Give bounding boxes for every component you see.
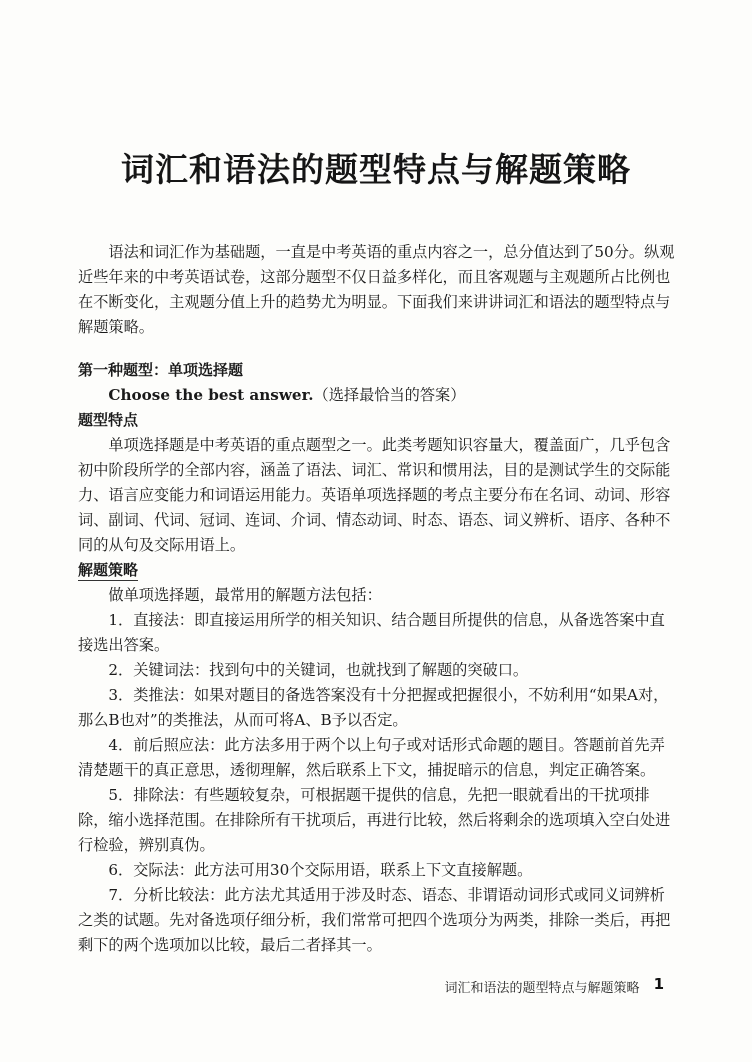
method-item: 1．直接法：即直接运用所学的相关知识、结合题目所提供的信息，从备选答案中直接选出答案。 [78,611,665,654]
instruction-english: Choose the best answer. [108,386,314,404]
method-item: 4．前后照应法：此方法多用于两个以上句子或对话形式命题的题目。答题前首先弄清楚题干的真正意思，透彻理解，然后联系上下文，捕捉暗示的信息，判定正确答案。 [78,736,665,779]
strategy-heading-row [78,558,678,583]
method-item: 6．交际法：此方法可用30个交际用语，联系上下文直接解题。 [108,861,533,879]
features-heading-row [78,408,678,433]
instruction-line [78,383,678,408]
features-paragraph: 单项选择题是中考英语的重点题型之一。此类考题知识容量大，覆盖面广，几乎包含初中阶段所学的全部内容，涵盖了语法、词汇、常识和惯用法，目的是测试学生的交际能力、语言应变能力和词语运用能力。英语单项选择题的考点主要分布在名词、动词、形容词、副词、代词、冠词、连词、介词、情态动词、时态、语态、词义辨析、语序、各种不同的从句及交际用语上。 [78,436,671,554]
spacer [78,340,678,358]
instruction-chinese: （选择最恰当的答案） [313,386,466,404]
strategy-intro: 做单项选择题，最常用的解题方法包括： [108,586,382,604]
strategy-heading: 解题策略 [78,561,139,579]
section-heading: 第一种题型：单项选择题 [78,361,244,379]
page-title: 词汇和语法的题型特点与解题策略 [121,150,631,189]
running-footer-title: 词汇和语法的题型特点与解题策略 [444,981,640,996]
method-item: 3．类推法：如果对题目的备选答案没有十分把握或把握很小，不妨利用“如果A对，那么B也对”的类推法，从而可将A、B予以否定。 [78,686,669,729]
method-item: 7．分析比较法：此方法尤其适用于涉及时态、语态、非谓语动词形式或同义词辨析之类的试题。先对备选项仔细分析，我们常常可把四个选项分为两类，排除一类后，再把剩下的两个选项加以比较，最后二者择其一。 [78,886,671,954]
method-item: 5．排除法：有些题较复杂，可根据题干提供的信息，先把一眼就看出的干扰项排除，缩小选择范围。在排除所有干扰项后，再进行比较，然后将剩余的选项填入空白处进行检验，辨别真伪。 [78,786,671,854]
intro-paragraph: 语法和词汇作为基础题，一直是中考英语的重点内容之一，总分值达到了50分。纵观近些年来的中考英语试卷，这部分题型不仅日益多样化，而且客观题与主观题所占比例也在不断变化，主观题分值上升的趋势尤为明显。下面我们来讲讲词汇和语法的题型特点与解题策略。 [78,243,675,336]
method-item: 2．关键词法：找到句中的关键词，也就找到了解题的突破口。 [108,661,529,679]
page-number: 1 [653,975,664,993]
features-heading: 题型特点 [78,411,139,429]
document-body [78,240,678,958]
